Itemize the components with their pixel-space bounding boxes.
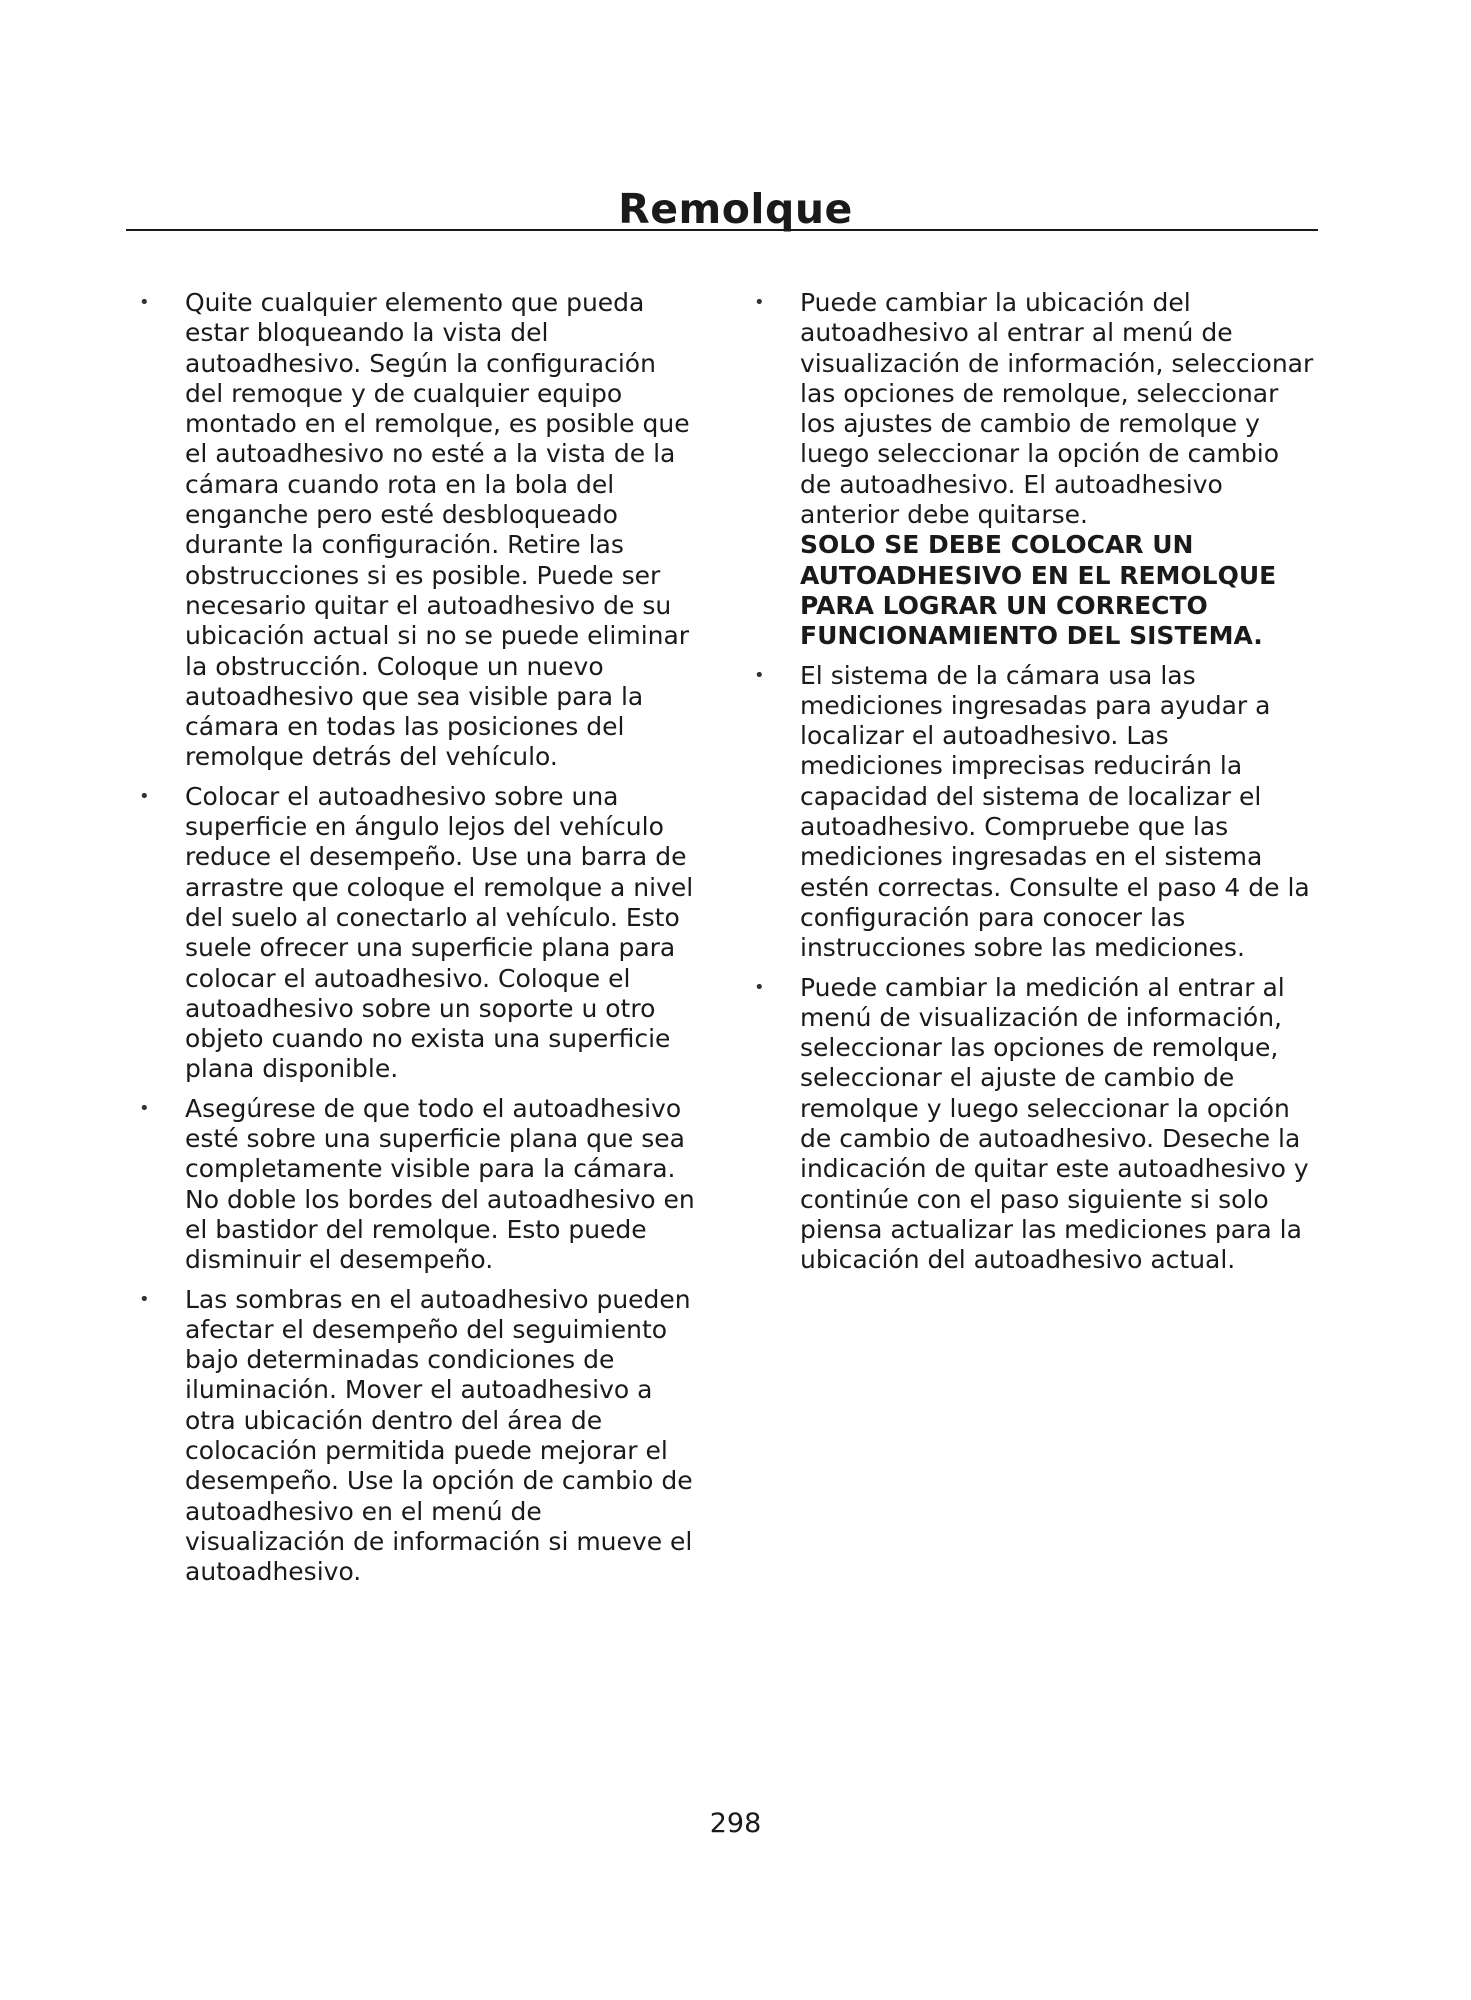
- list-item: [751, 661, 1314, 964]
- list-item-text: Colocar el autoadhesivo sobre una superficie en ángulo lejos del vehículo reduce el desempeño. Use una barra de arrastre que coloque el remolque a nivel del suelo al conectarlo al vehículo. Esto suele ofrecer una superficie plana para colocar el autoadhesivo. Coloque el autoadhesivo sobre un soporte u otro objeto cuando no exista una superficie plana disponible.: [185, 781, 694, 1084]
- list-item-text: El sistema de la cámara usa las mediciones ingresadas para ayudar a localizar el autoadhesivo. Las mediciones imprecisas reducirán la capacidad del sistema de localizar el autoadhesivo. Compruebe que las mediciones ingresadas en el sistema estén correctas. Consulte el paso 4 de la configuración para conocer las instrucciones sobre las mediciones.: [800, 660, 1310, 963]
- right-bullet-list: [751, 288, 1314, 1276]
- bullet-icon: •: [754, 664, 765, 686]
- list-item: [136, 782, 698, 1085]
- list-item: [136, 288, 698, 773]
- list-item-text: Puede cambiar la ubicación del autoadhesivo al entrar al menú de visualización de información, seleccionar las opciones de remolque, seleccionar los ajustes de cambio de remolque y luego seleccionar la opción de cambio de autoadhesivo. El autoadhesivo anterior debe quitarse.: [800, 288, 1314, 530]
- bullet-icon: •: [139, 785, 150, 807]
- left-bullet-list: [136, 288, 698, 1587]
- left-column: [136, 288, 698, 1596]
- right-column: [751, 288, 1314, 1285]
- title-divider: [126, 229, 1318, 231]
- list-item-text: Las sombras en el autoadhesivo pueden afectar el desempeño del seguimiento bajo determinadas condiciones de iluminación. Mover el autoadhesivo a otra ubicación dentro del área de colocación permitida puede mejorar el desempeño. Use la opción de cambio de autoadhesivo en el menú de visualización de información si mueve el autoadhesivo.: [185, 1284, 693, 1587]
- bullet-icon: •: [754, 292, 765, 313]
- bullet-icon: •: [139, 1097, 150, 1119]
- warning-text: SOLO SE DEBE COLOCAR UN AUTOADHESIVO EN EL REMOLQUE PARA LOGRAR UN CORRECTO FUNCIONAMIENTO DEL SISTEMA.: [800, 530, 1277, 651]
- page-number: 298: [709, 1808, 762, 1839]
- page-title: Remolque: [618, 185, 853, 234]
- list-item: [751, 973, 1314, 1276]
- list-item-text: Quite cualquier elemento que pueda estar bloqueando la vista del autoadhesivo. Según la configuración del remoque y de cualquier equipo montado en el remolque, es posible que el autoadhesivo no esté a la vista de la cámara cuando rota en la bola del enganche pero esté desbloqueado durante la configuración. Retire las obstrucciones si es posible. Puede ser necesario quitar el autoadhesivo de su ubicación actual si no se puede eliminar la obstrucción. Coloque un nuevo autoadhesivo que sea visible para la cámara en todas las posiciones del remolque detrás del vehículo.: [185, 288, 690, 772]
- list-item: [751, 288, 1314, 652]
- bullet-icon: •: [754, 976, 765, 998]
- bullet-icon: •: [139, 1288, 150, 1310]
- list-item: [136, 1285, 698, 1588]
- bullet-icon: •: [139, 292, 150, 313]
- list-item: [136, 1094, 698, 1276]
- list-item-text: Puede cambiar la medición al entrar al menú de visualización de información, seleccionar las opciones de remolque, seleccionar el ajuste de cambio de remolque y luego seleccionar la opción de cambio de autoadhesivo. Deseche la indicación de quitar este autoadhesivo y continúe con el paso siguiente si solo piensa actualizar las mediciones para la ubicación del autoadhesivo actual.: [800, 972, 1309, 1275]
- list-item-text: Asegúrese de que todo el autoadhesivo esté sobre una superficie plana que sea completamente visible para la cámara. No doble los bordes del autoadhesivo en el bastidor del remolque. Esto puede disminuir el desempeño.: [185, 1093, 695, 1275]
